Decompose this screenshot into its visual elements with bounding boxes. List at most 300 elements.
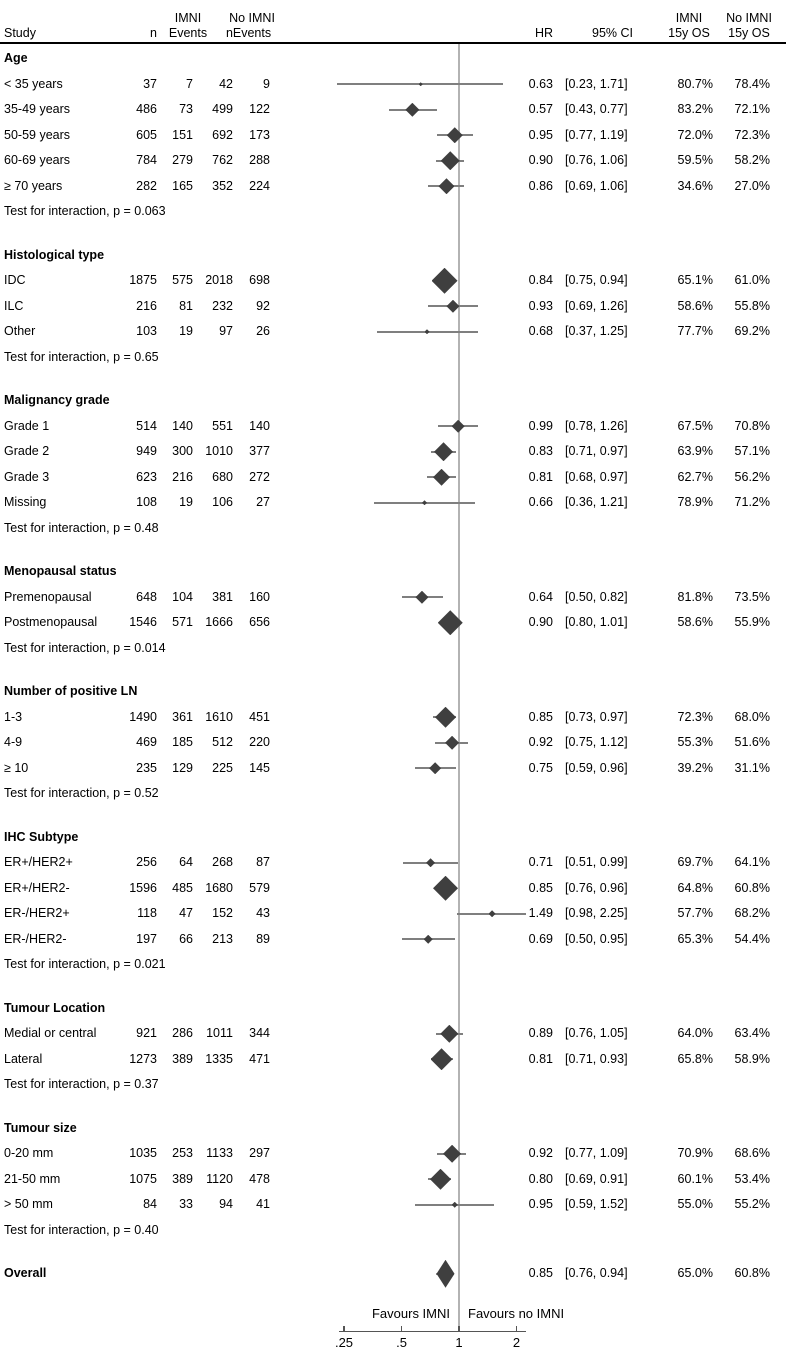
events-noimni-value: 9 bbox=[263, 76, 270, 91]
imni-os-value: 62.7% bbox=[677, 469, 713, 484]
noimni-os-value: 68.2% bbox=[734, 906, 770, 920]
events-noimni-value: 43 bbox=[256, 906, 270, 920]
n-imni-value: 949 bbox=[136, 444, 157, 458]
n-imni-value: 1075 bbox=[129, 1171, 157, 1186]
n-imni-value: 1035 bbox=[129, 1146, 157, 1160]
hr-value: 0.75 bbox=[528, 760, 553, 775]
ci-value: [0.75, 1.12] bbox=[565, 735, 628, 749]
n-imni-value: 37 bbox=[143, 76, 157, 91]
section-spacer bbox=[0, 978, 786, 996]
imni-os-value: 65.0% bbox=[677, 1266, 713, 1280]
table-row bbox=[0, 850, 786, 876]
noimni-os-value: 53.4% bbox=[734, 1171, 770, 1186]
section-title: Age bbox=[4, 51, 28, 65]
overall-row bbox=[0, 1261, 786, 1287]
ci-value: [0.50, 0.95] bbox=[565, 931, 628, 946]
events-imni-value: 389 bbox=[172, 1051, 193, 1066]
col-header-study: Study bbox=[4, 26, 36, 40]
n-imni-value: 282 bbox=[136, 178, 157, 193]
events-imni-value: 73 bbox=[179, 102, 193, 116]
hr-value: 0.57 bbox=[528, 102, 553, 116]
diamond-marker bbox=[438, 178, 454, 194]
n-imni-value: 784 bbox=[136, 153, 157, 167]
study-label: Grade 2 bbox=[4, 444, 50, 458]
imni-os-value: 55.3% bbox=[677, 735, 713, 749]
col-header-imni-os-bottom: 15y OS bbox=[668, 26, 710, 40]
ci-value: [0.37, 1.25] bbox=[565, 324, 628, 338]
col-header-noimni-events bbox=[226, 11, 278, 41]
ci-value: [0.78, 1.26] bbox=[565, 418, 628, 433]
hr-value: 0.92 bbox=[528, 735, 553, 749]
noimni-os-value: 55.2% bbox=[734, 1197, 770, 1211]
n-imni-value: 1546 bbox=[129, 615, 157, 629]
diamond-marker bbox=[431, 1048, 453, 1070]
events-imni-value: 64 bbox=[179, 855, 193, 869]
table-row bbox=[0, 1141, 786, 1167]
diamond-marker bbox=[445, 736, 459, 750]
noimni-os-value: 57.1% bbox=[734, 444, 770, 458]
events-noimni-value: 272 bbox=[249, 469, 270, 484]
hr-value: 0.86 bbox=[528, 178, 553, 193]
n-noimni-value: 512 bbox=[212, 735, 233, 749]
section-title: Histological type bbox=[4, 247, 105, 262]
n-noimni-value: 551 bbox=[212, 418, 233, 433]
ci-value: [0.69, 1.06] bbox=[565, 178, 628, 193]
interaction-test: Test for interaction, p = 0.37 bbox=[4, 1077, 159, 1091]
events-noimni-value: 377 bbox=[249, 444, 270, 458]
imni-os-value: 80.7% bbox=[677, 76, 713, 91]
col-header-noimni-os-top: No IMNI bbox=[726, 11, 772, 25]
study-label: < 35 years bbox=[4, 76, 63, 91]
axis-tick bbox=[343, 1326, 344, 1331]
section-title: Tumour Location bbox=[4, 1000, 106, 1015]
noimni-os-value: 27.0% bbox=[734, 178, 770, 193]
hr-value: 0.85 bbox=[528, 1266, 553, 1280]
favours-imni-label: Favours IMNI bbox=[371, 1306, 450, 1321]
events-noimni-value: 224 bbox=[249, 178, 270, 193]
ci-value: [0.98, 2.25] bbox=[565, 906, 628, 920]
events-noimni-value: 478 bbox=[249, 1171, 270, 1186]
n-noimni-value: 762 bbox=[212, 153, 233, 167]
table-row bbox=[0, 1047, 786, 1073]
hr-value: 0.95 bbox=[528, 1197, 553, 1211]
n-imni-value: 623 bbox=[136, 469, 157, 484]
study-label: Grade 3 bbox=[4, 469, 50, 484]
study-label: IDC bbox=[4, 273, 26, 287]
section-spacer bbox=[0, 1243, 786, 1261]
diamond-marker bbox=[438, 610, 463, 635]
imni-os-value: 57.7% bbox=[677, 906, 713, 920]
diamond-marker bbox=[437, 1260, 455, 1288]
ci-value: [0.59, 1.52] bbox=[565, 1197, 628, 1211]
diamond-marker bbox=[433, 876, 458, 901]
imni-os-value: 64.0% bbox=[677, 1026, 713, 1040]
axis-tick bbox=[401, 1326, 402, 1331]
section-title: Menopausal status bbox=[4, 564, 117, 578]
hr-value: 0.90 bbox=[528, 615, 553, 629]
imni-os-value: 64.8% bbox=[677, 880, 713, 895]
study-label: 1-3 bbox=[4, 709, 23, 724]
ci-value: [0.77, 1.19] bbox=[565, 127, 628, 142]
n-imni-value: 514 bbox=[136, 418, 157, 433]
diamond-marker bbox=[433, 469, 450, 486]
hr-value: 0.83 bbox=[528, 444, 553, 458]
imni-os-value: 67.5% bbox=[677, 418, 713, 433]
diamond-marker bbox=[435, 707, 456, 728]
imni-os-value: 78.9% bbox=[677, 495, 713, 509]
ci-value: [0.43, 0.77] bbox=[565, 102, 628, 116]
events-noimni-value: 122 bbox=[249, 102, 270, 116]
n-noimni-value: 1120 bbox=[206, 1171, 233, 1186]
hr-value: 0.71 bbox=[528, 855, 553, 869]
n-noimni-value: 352 bbox=[212, 178, 233, 193]
study-label: 35-49 years bbox=[4, 102, 71, 116]
events-noimni-value: 297 bbox=[249, 1146, 270, 1160]
x-axis-line bbox=[339, 1331, 526, 1332]
n-noimni-value: 225 bbox=[212, 760, 233, 775]
ci-value: [0.76, 0.96] bbox=[565, 880, 628, 895]
study-label: 0-20 mm bbox=[4, 1146, 54, 1160]
imni-os-value: 65.8% bbox=[677, 1051, 713, 1066]
forest-rows bbox=[0, 46, 786, 1287]
diamond-marker bbox=[446, 300, 459, 313]
hr-value: 0.69 bbox=[528, 931, 553, 946]
hr-value: 1.49 bbox=[528, 906, 553, 920]
events-noimni-value: 87 bbox=[256, 855, 270, 869]
study-label: 4-9 bbox=[4, 735, 23, 749]
noimni-os-value: 68.6% bbox=[734, 1146, 770, 1160]
table-row bbox=[0, 294, 786, 320]
n-imni-value: 486 bbox=[136, 102, 157, 116]
events-noimni-value: 288 bbox=[249, 153, 270, 167]
events-noimni-value: 471 bbox=[249, 1051, 270, 1066]
col-header-imni-os-top: IMNI bbox=[675, 11, 703, 25]
events-imni-value: 33 bbox=[179, 1197, 193, 1211]
n-imni-value: 108 bbox=[136, 495, 157, 509]
table-row bbox=[0, 1021, 786, 1047]
table-row bbox=[0, 319, 786, 345]
col-header-ci: 95% CI bbox=[592, 26, 633, 40]
n-noimni-value: 232 bbox=[212, 298, 233, 313]
ci-value: [0.71, 0.93] bbox=[565, 1051, 628, 1066]
events-imni-value: 253 bbox=[172, 1146, 193, 1160]
n-noimni-value: 1610 bbox=[205, 709, 233, 724]
column-headers bbox=[0, 0, 786, 42]
n-noimni-value: 2018 bbox=[205, 273, 233, 287]
diamond-marker bbox=[447, 127, 463, 143]
n-imni-value: 216 bbox=[136, 298, 157, 313]
section-spacer bbox=[0, 225, 786, 243]
n-imni-value: 1596 bbox=[129, 880, 157, 895]
table-row bbox=[0, 465, 786, 491]
noimni-os-value: 58.9% bbox=[734, 1051, 770, 1066]
hr-value: 0.84 bbox=[528, 273, 553, 287]
study-label: 50-59 years bbox=[4, 127, 71, 142]
noimni-os-value: 55.9% bbox=[734, 615, 770, 629]
hr-value: 0.95 bbox=[528, 127, 553, 142]
events-noimni-value: 160 bbox=[249, 589, 270, 604]
table-row bbox=[0, 174, 786, 200]
table-row bbox=[0, 414, 786, 440]
col-header-noimni-events-bottom: Events bbox=[232, 26, 272, 40]
events-imni-value: 47 bbox=[179, 906, 193, 920]
imni-os-value: 70.9% bbox=[677, 1146, 713, 1160]
n-noimni-value: 680 bbox=[212, 469, 233, 484]
diamond-marker bbox=[489, 910, 496, 917]
noimni-os-value: 73.5% bbox=[734, 589, 770, 604]
col-header-noimni-os bbox=[718, 11, 780, 41]
section-spacer bbox=[0, 370, 786, 388]
interaction-test: Test for interaction, p = 0.65 bbox=[4, 349, 159, 364]
ci-value: [0.69, 0.91] bbox=[565, 1171, 628, 1186]
events-imni-value: 19 bbox=[179, 324, 193, 338]
axis-tick-label: .5 bbox=[396, 1335, 407, 1350]
events-noimni-value: 140 bbox=[249, 418, 270, 433]
noimni-os-value: 54.4% bbox=[734, 931, 770, 946]
events-imni-value: 140 bbox=[172, 418, 193, 433]
section-spacer bbox=[0, 541, 786, 559]
diamond-marker bbox=[434, 442, 453, 461]
n-noimni-value: 692 bbox=[212, 127, 233, 142]
table-row bbox=[0, 97, 786, 123]
events-imni-value: 216 bbox=[172, 469, 193, 484]
events-imni-value: 129 bbox=[172, 760, 193, 775]
hr-value: 0.81 bbox=[528, 1051, 553, 1066]
col-header-noimni-os-bottom: 15y OS bbox=[728, 26, 770, 40]
section-title: Malignancy grade bbox=[4, 393, 110, 407]
noimni-os-value: 60.8% bbox=[734, 880, 770, 895]
ci-value: [0.76, 0.94] bbox=[565, 1266, 628, 1280]
imni-os-value: 55.0% bbox=[677, 1197, 713, 1211]
events-imni-value: 66 bbox=[179, 931, 193, 946]
n-imni-value: 605 bbox=[136, 127, 157, 142]
hr-value: 0.90 bbox=[528, 153, 553, 167]
noimni-os-value: 71.2% bbox=[734, 495, 770, 509]
hr-value: 0.68 bbox=[528, 324, 553, 338]
study-label: Lateral bbox=[4, 1051, 43, 1066]
noimni-os-value: 60.8% bbox=[734, 1266, 770, 1280]
hr-value: 0.99 bbox=[528, 418, 553, 433]
imni-os-value: 69.7% bbox=[677, 855, 713, 869]
imni-os-value: 65.1% bbox=[677, 273, 713, 287]
noimni-os-value: 55.8% bbox=[734, 298, 770, 313]
events-noimni-value: 698 bbox=[249, 273, 270, 287]
table-row bbox=[0, 730, 786, 756]
events-noimni-value: 89 bbox=[256, 931, 270, 946]
events-imni-value: 571 bbox=[172, 615, 193, 629]
interaction-test: Test for interaction, p = 0.063 bbox=[4, 204, 166, 218]
events-imni-value: 185 bbox=[172, 735, 193, 749]
table-row bbox=[0, 72, 786, 98]
imni-os-value: 63.9% bbox=[677, 444, 713, 458]
ci-value: [0.23, 1.71] bbox=[565, 76, 628, 91]
imni-os-value: 81.8% bbox=[677, 589, 713, 604]
interaction-test: Test for interaction, p = 0.40 bbox=[4, 1222, 159, 1237]
n-imni-value: 84 bbox=[143, 1197, 157, 1211]
events-imni-value: 389 bbox=[172, 1171, 193, 1186]
section-spacer bbox=[0, 1098, 786, 1116]
noimni-os-value: 51.6% bbox=[734, 735, 770, 749]
n-imni-value: 1875 bbox=[129, 273, 157, 287]
study-label: ILC bbox=[4, 298, 24, 313]
axis-tick bbox=[458, 1326, 459, 1331]
ci-value: [0.68, 0.97] bbox=[565, 469, 628, 484]
study-label: Premenopausal bbox=[4, 589, 92, 604]
hr-value: 0.63 bbox=[528, 76, 553, 91]
study-label: Overall bbox=[4, 1266, 47, 1280]
n-imni-value: 921 bbox=[136, 1026, 157, 1040]
events-imni-value: 104 bbox=[172, 589, 193, 604]
col-header-noimni-events-top: No IMNI bbox=[229, 11, 275, 25]
noimni-os-value: 78.4% bbox=[734, 76, 770, 91]
section-title: Tumour size bbox=[4, 1120, 77, 1135]
hr-value: 0.93 bbox=[528, 298, 553, 313]
events-imni-value: 575 bbox=[172, 273, 193, 287]
n-noimni-value: 152 bbox=[212, 906, 233, 920]
ci-value: [0.80, 1.01] bbox=[565, 615, 628, 629]
col-header-imni-events-top: IMNI bbox=[174, 11, 202, 25]
events-noimni-value: 656 bbox=[249, 615, 270, 629]
table-row bbox=[0, 756, 786, 782]
table-row bbox=[0, 1167, 786, 1193]
ci-value: [0.36, 1.21] bbox=[565, 495, 628, 509]
imni-os-value: 72.3% bbox=[677, 709, 713, 724]
events-noimni-value: 220 bbox=[249, 735, 270, 749]
events-imni-value: 19 bbox=[179, 495, 193, 509]
diamond-marker bbox=[415, 591, 428, 604]
section-title: IHC Subtype bbox=[4, 829, 79, 844]
ci-value: [0.77, 1.09] bbox=[565, 1146, 628, 1160]
ci-value: [0.76, 1.06] bbox=[565, 153, 628, 167]
n-noimni-value: 1011 bbox=[206, 1026, 233, 1040]
imni-os-value: 58.6% bbox=[677, 615, 713, 629]
favours-no-imni-label: Favours no IMNI bbox=[468, 1306, 565, 1321]
table-row bbox=[0, 123, 786, 149]
diamond-marker bbox=[441, 151, 460, 170]
table-row bbox=[0, 610, 786, 636]
imni-os-value: 34.6% bbox=[677, 178, 713, 193]
imni-os-value: 39.2% bbox=[677, 760, 713, 775]
header-rule bbox=[0, 42, 786, 44]
n-noimni-value: 97 bbox=[219, 324, 233, 338]
study-label: ER+/HER2- bbox=[4, 880, 70, 895]
section-spacer bbox=[0, 661, 786, 679]
events-noimni-value: 26 bbox=[256, 324, 270, 338]
table-row bbox=[0, 705, 786, 731]
study-label: 21-50 mm bbox=[4, 1171, 61, 1186]
study-label: Missing bbox=[4, 495, 47, 509]
table-row bbox=[0, 876, 786, 902]
n-noimni-value: 213 bbox=[212, 931, 233, 946]
noimni-os-value: 31.1% bbox=[734, 760, 770, 775]
interaction-test: Test for interaction, p = 0.014 bbox=[4, 640, 166, 655]
study-label: 60-69 years bbox=[4, 153, 71, 167]
study-label: ER-/HER2+ bbox=[4, 906, 70, 920]
ci-value: [0.71, 0.97] bbox=[565, 444, 628, 458]
ci-value: [0.69, 1.26] bbox=[565, 298, 628, 313]
n-noimni-value: 1010 bbox=[205, 444, 233, 458]
events-noimni-value: 173 bbox=[249, 127, 270, 142]
study-label: ≥ 10 bbox=[4, 760, 29, 775]
diamond-marker bbox=[452, 1202, 458, 1208]
imni-os-value: 83.2% bbox=[677, 102, 713, 116]
hr-value: 0.81 bbox=[528, 469, 553, 484]
n-noimni-value: 499 bbox=[212, 102, 233, 116]
n-noimni-value: 1680 bbox=[205, 880, 233, 895]
table-row bbox=[0, 439, 786, 465]
n-noimni-value: 381 bbox=[212, 589, 233, 604]
diamond-marker bbox=[443, 1145, 461, 1163]
noimni-os-value: 72.3% bbox=[734, 127, 770, 142]
col-header-imni-os bbox=[663, 11, 715, 41]
ci-value: [0.76, 1.05] bbox=[565, 1026, 628, 1040]
hr-value: 0.89 bbox=[528, 1026, 553, 1040]
diamond-marker bbox=[452, 420, 465, 433]
diamond-marker bbox=[424, 935, 433, 944]
noimni-os-value: 63.4% bbox=[734, 1026, 770, 1040]
study-label: > 50 mm bbox=[4, 1197, 53, 1211]
imni-os-value: 59.5% bbox=[677, 153, 713, 167]
table-row bbox=[0, 927, 786, 953]
axis-tick-label: 1 bbox=[455, 1335, 463, 1350]
n-noimni-value: 1335 bbox=[205, 1051, 233, 1066]
n-imni-value: 469 bbox=[136, 735, 157, 749]
study-label: ER+/HER2+ bbox=[4, 855, 73, 869]
ci-value: [0.50, 0.82] bbox=[565, 589, 628, 604]
events-imni-value: 361 bbox=[172, 709, 193, 724]
noimni-os-value: 64.1% bbox=[734, 855, 770, 869]
events-noimni-value: 579 bbox=[249, 880, 270, 895]
noimni-os-value: 61.0% bbox=[734, 273, 770, 287]
diamond-marker bbox=[430, 1169, 451, 1190]
events-imni-value: 81 bbox=[179, 298, 193, 313]
col-header-n-noimni: n bbox=[226, 26, 233, 40]
interaction-test: Test for interaction, p = 0.021 bbox=[4, 957, 166, 971]
noimni-os-value: 72.1% bbox=[734, 102, 770, 116]
events-noimni-value: 92 bbox=[256, 298, 270, 313]
noimni-os-value: 69.2% bbox=[734, 324, 770, 338]
events-imni-value: 300 bbox=[172, 444, 193, 458]
table-row bbox=[0, 490, 786, 516]
events-imni-value: 286 bbox=[172, 1026, 193, 1040]
study-label: Medial or central bbox=[4, 1026, 97, 1040]
col-header-hr: HR bbox=[534, 26, 553, 40]
axis-tick bbox=[516, 1326, 517, 1331]
study-label: Postmenopausal bbox=[4, 615, 98, 629]
n-imni-value: 118 bbox=[137, 906, 157, 920]
hr-value: 0.85 bbox=[528, 880, 553, 895]
table-row bbox=[0, 1192, 786, 1218]
ci-value: [0.75, 0.94] bbox=[565, 273, 628, 287]
imni-os-value: 65.3% bbox=[677, 931, 713, 946]
imni-os-value: 72.0% bbox=[677, 127, 713, 142]
study-label: ≥ 70 years bbox=[4, 178, 63, 193]
events-noimni-value: 451 bbox=[249, 709, 270, 724]
noimni-os-value: 56.2% bbox=[734, 469, 770, 484]
events-noimni-value: 27 bbox=[256, 495, 270, 509]
n-imni-value: 1273 bbox=[129, 1051, 157, 1066]
n-noimni-value: 1133 bbox=[206, 1146, 233, 1160]
n-noimni-value: 268 bbox=[212, 855, 233, 869]
events-noimni-value: 145 bbox=[249, 760, 270, 775]
table-row bbox=[0, 585, 786, 611]
events-imni-value: 165 bbox=[172, 178, 193, 193]
n-imni-value: 235 bbox=[136, 760, 157, 775]
n-noimni-value: 1666 bbox=[205, 615, 233, 629]
noimni-os-value: 68.0% bbox=[734, 709, 770, 724]
n-imni-value: 256 bbox=[136, 855, 157, 869]
table-row bbox=[0, 268, 786, 294]
